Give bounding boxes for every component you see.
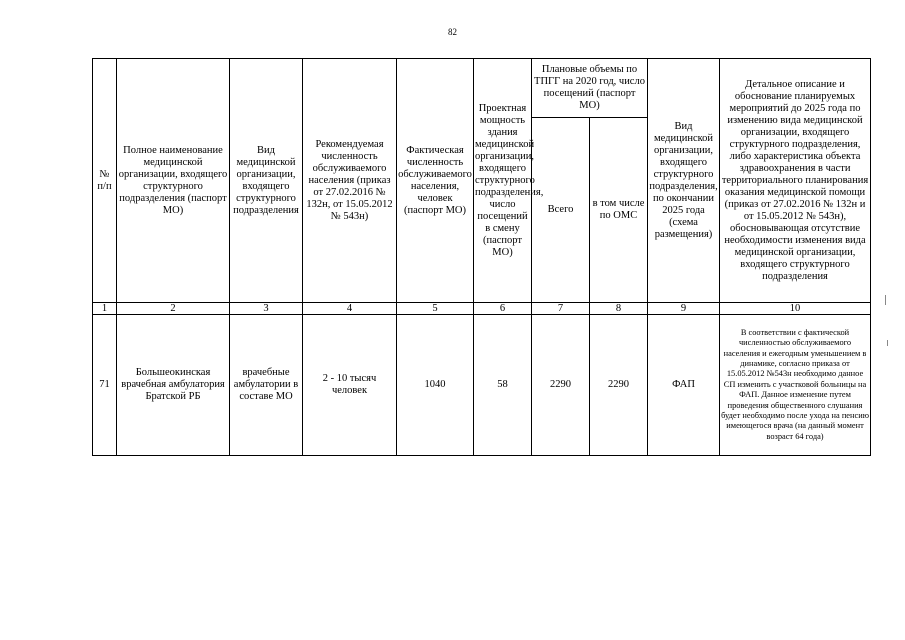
column-number: 6: [474, 303, 532, 315]
cell-capacity: 58: [474, 315, 532, 456]
header-total: Всего: [532, 118, 590, 303]
header-oms: в том числе по ОМС: [590, 118, 648, 303]
column-number: 8: [590, 303, 648, 315]
page-number: 82: [448, 27, 457, 37]
table-row: [93, 315, 871, 456]
header-org-type: Вид медицинской организации, входящего структурного подразделения: [230, 59, 303, 303]
header-recommended-population: Рекомендуемая численность обслуживаемого населения (приказ от 27.02.2016 № 132н, от 15.05.2012 № 543н): [303, 59, 397, 303]
header-planned-volumes: Плановые объемы по ТПГГ на 2020 год, число посещений (паспорт МО): [532, 59, 648, 118]
cell-type: врачебные амбулатории в составе МО: [230, 315, 303, 456]
column-number: 5: [397, 303, 474, 315]
cell-recommended: 2 - 10 тысяч человек: [303, 315, 397, 456]
column-number: 1: [93, 303, 117, 315]
scan-artifact: [885, 295, 886, 305]
column-numbers-row: [93, 303, 871, 315]
column-number: 10: [720, 303, 871, 315]
column-number: 3: [230, 303, 303, 315]
header-full-name: Полное наименование медицинской организации, входящего структурного подразделения (паспорт МО): [117, 59, 230, 303]
header-actual-population: Фактическая численность обслуживаемого населения, человек (паспорт МО): [397, 59, 474, 303]
cell-type-2025: ФАП: [648, 315, 720, 456]
cell-description: В соответствии с фактической численностью обслуживаемого населения и ежегодным уменьшением в динамике, согласно приказа от 15.05.2012 №543н необходимо данное СП изменить с участковой больницы на ФАП. Данное изменение путем проведения общественного слушания будет необходимо после ухода на пенсию имеющегося врача (на данный момент возраст 64 года): [720, 315, 871, 456]
header-type-2025: Вид медицинской организации, входящего структурного подразделения, по окончании 2025 года (схема размещения): [648, 59, 720, 303]
cell-name: Большеокинская врачебная амбулатория Братской РБ: [117, 315, 230, 456]
cell-row-number: 71: [93, 315, 117, 456]
column-number: 4: [303, 303, 397, 315]
column-number: 2: [117, 303, 230, 315]
header-row-number: № п/п: [93, 59, 117, 303]
medical-organizations-table: [92, 58, 871, 456]
cell-oms: 2290: [590, 315, 648, 456]
cell-actual: 1040: [397, 315, 474, 456]
column-number: 7: [532, 303, 590, 315]
scan-artifact: [887, 340, 888, 346]
header-description: Детальное описание и обоснование планируемых мероприятий до 2025 года по изменению вида медицинской организации, входящего структурного подразделения, либо характеристика объекта здравоохранения в части территориального планирования оказания медицинской помощи (приказ от 27.02.2016 № 132н и от 15.05.2012 № 543н), обосновывающая отсутствие необходимости изменения вида медицинской организации, входящего структурного подразделения: [720, 59, 871, 303]
column-number: 9: [648, 303, 720, 315]
cell-total: 2290: [532, 315, 590, 456]
header-design-capacity: Проектная мощность здания медицинской организации, входящего структурного подразделения, число посещений в смену (паспорт МО): [474, 59, 532, 303]
